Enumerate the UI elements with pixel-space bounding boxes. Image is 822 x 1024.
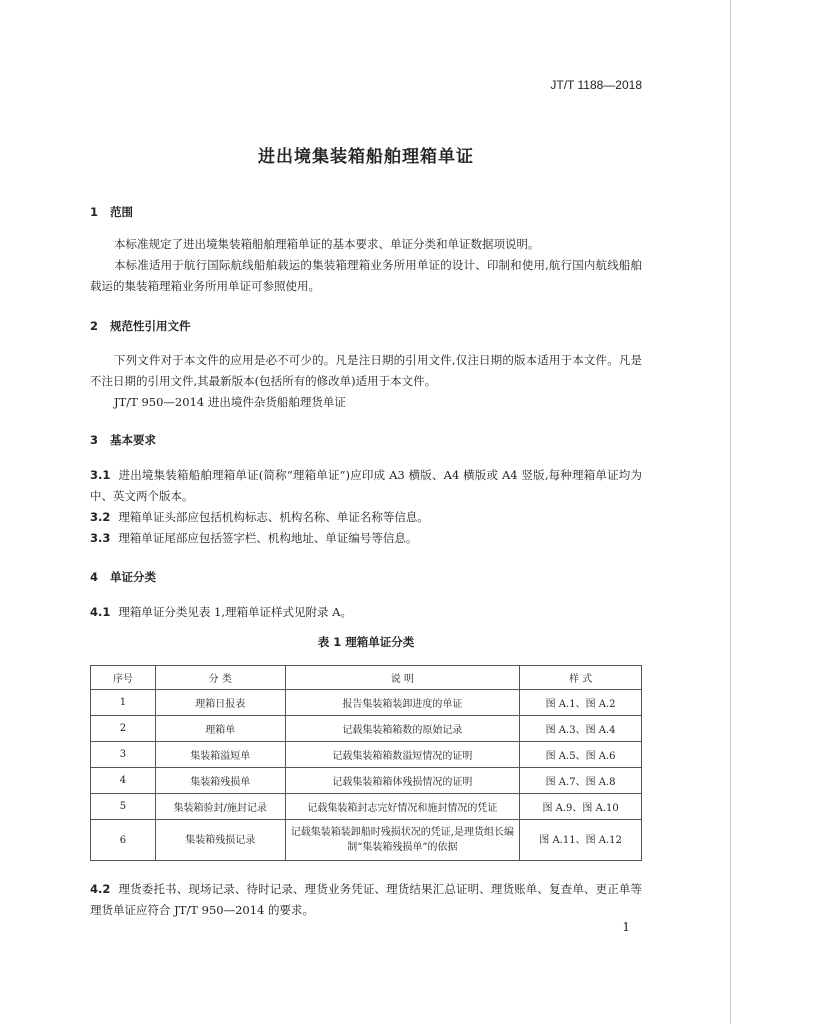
section-4-heading: [90, 569, 156, 585]
table-cell: 图 A.3、图 A.4: [520, 716, 642, 742]
section-4-title: 单证分类: [110, 570, 156, 584]
page-edge: [730, 0, 731, 1024]
clause-3-3-number: 3.3: [90, 531, 111, 545]
table-caption: 表 1 理箱单证分类: [317, 635, 415, 649]
section-2-title: 规范性引用文件: [110, 319, 191, 333]
standard-number: JT/T 1188—2018: [550, 78, 642, 92]
page-number: 1: [622, 920, 630, 934]
table-row: [91, 794, 642, 820]
table-row: [91, 690, 642, 716]
table-cell: 报告集装箱装卸进度的单证: [285, 690, 520, 716]
section-1-number: 1: [90, 205, 99, 219]
table-cell: 4: [91, 768, 156, 794]
section-1-para-1: 本标准规定了进出境集装箱船舶理箱单证的基本要求、单证分类和单证数据项说明。: [114, 237, 540, 251]
section-3-heading: [90, 432, 156, 448]
table-cell: 集装箱验封/施封记录: [155, 794, 285, 820]
clause-4-2-number: 4.2: [90, 882, 111, 896]
clause-3-3-text: 理箱单证尾部应包括签字栏、机构地址、单证编号等信息。: [118, 531, 418, 545]
table-cell: 图 A.9、图 A.10: [520, 794, 642, 820]
classification-table: [90, 665, 642, 861]
clause-4-1-text: 理箱单证分类见表 1,理箱单证样式见附录 A。: [118, 605, 352, 619]
clause-4-2: [90, 879, 642, 921]
clause-4-1-number: 4.1: [90, 605, 111, 619]
table-cell: 理箱日报表: [155, 690, 285, 716]
section-2-para-1: 下列文件对于本文件的应用是必不可少的。凡是注日期的引用文件,仅注日期的版本适用于本文件。凡是不注日期的引用文件,其最新版本(包括所有的修改单)适用于本文件。: [90, 353, 642, 388]
table-cell: 图 A.1、图 A.2: [520, 690, 642, 716]
section-2-number: 2: [90, 319, 99, 333]
table-cell: 理箱单: [155, 716, 285, 742]
section-1-para-2: 本标准适用于航行国际航线船舶载运的集装箱理箱业务所用单证的设计、印制和使用,航行国内航线船舶载运的集装箱理箱业务所用单证可参照使用。: [90, 258, 642, 293]
section-3-number: 3: [90, 433, 99, 447]
section-3-title: 基本要求: [110, 433, 156, 447]
header-cell: 说 明: [285, 666, 520, 690]
document-title: 进出境集装箱船舶理箱单证: [258, 147, 474, 167]
table-row: [91, 820, 642, 861]
clause-3-2-text: 理箱单证头部应包括机构标志、机构名称、单证名称等信息。: [118, 510, 429, 524]
clause-3-2: [90, 507, 642, 528]
table-cell: 记载集装箱箱数溢短情况的证明: [285, 742, 520, 768]
table-cell: 6: [91, 820, 156, 861]
table-cell: 记载集装箱箱体残损情况的证明: [285, 768, 520, 794]
table-cell: 集装箱残损记录: [155, 820, 285, 861]
table-cell: 2: [91, 716, 156, 742]
clause-3-1: [90, 465, 642, 507]
normative-reference: JT/T 950—2014 进出境件杂货船舶理货单证: [114, 395, 346, 409]
table-cell: 图 A.5、图 A.6: [520, 742, 642, 768]
table-cell: 集装箱残损单: [155, 768, 285, 794]
clause-3-2-number: 3.2: [90, 510, 111, 524]
table-cell: 3: [91, 742, 156, 768]
table-header-row: [91, 666, 642, 690]
table-cell: 记载集装箱装卸船时残损状况的凭证,是理货组长编制“集装箱残损单”的依据: [285, 820, 520, 861]
table-cell: 图 A.11、图 A.12: [520, 820, 642, 861]
section-2-heading: [90, 318, 191, 334]
section-1-title: 范围: [110, 205, 133, 219]
header-cell: 序号: [91, 666, 156, 690]
table-row: [91, 768, 642, 794]
table-cell: 记载集装箱封志完好情况和施封情况的凭证: [285, 794, 520, 820]
section-1-heading: [90, 204, 133, 220]
table-cell: 图 A.7、图 A.8: [520, 768, 642, 794]
table-row: [91, 742, 642, 768]
table-cell: 5: [91, 794, 156, 820]
clause-4-1: [90, 602, 642, 623]
clause-3-1-text: 进出境集装箱船舶理箱单证(简称“理箱单证”)应印成 A3 横版、A4 横版或 A4 竖版,每种理箱单证均为中、英文两个版本。: [90, 468, 642, 503]
section-4-number: 4: [90, 570, 99, 584]
table-row: [91, 716, 642, 742]
clause-4-2-text: 理货委托书、现场记录、待时记录、理货业务凭证、理货结果汇总证明、理货账单、复查单、更正单等理货单证应符合 JT/T 950—2014 的要求。: [90, 882, 642, 917]
header-cell: 样 式: [520, 666, 642, 690]
clause-3-3: [90, 528, 642, 549]
header-cell: 分 类: [155, 666, 285, 690]
table-cell: 记载集装箱箱数的原始记录: [285, 716, 520, 742]
clause-3-1-number: 3.1: [90, 468, 111, 482]
table-cell: 集装箱溢短单: [155, 742, 285, 768]
table-cell: 1: [91, 690, 156, 716]
